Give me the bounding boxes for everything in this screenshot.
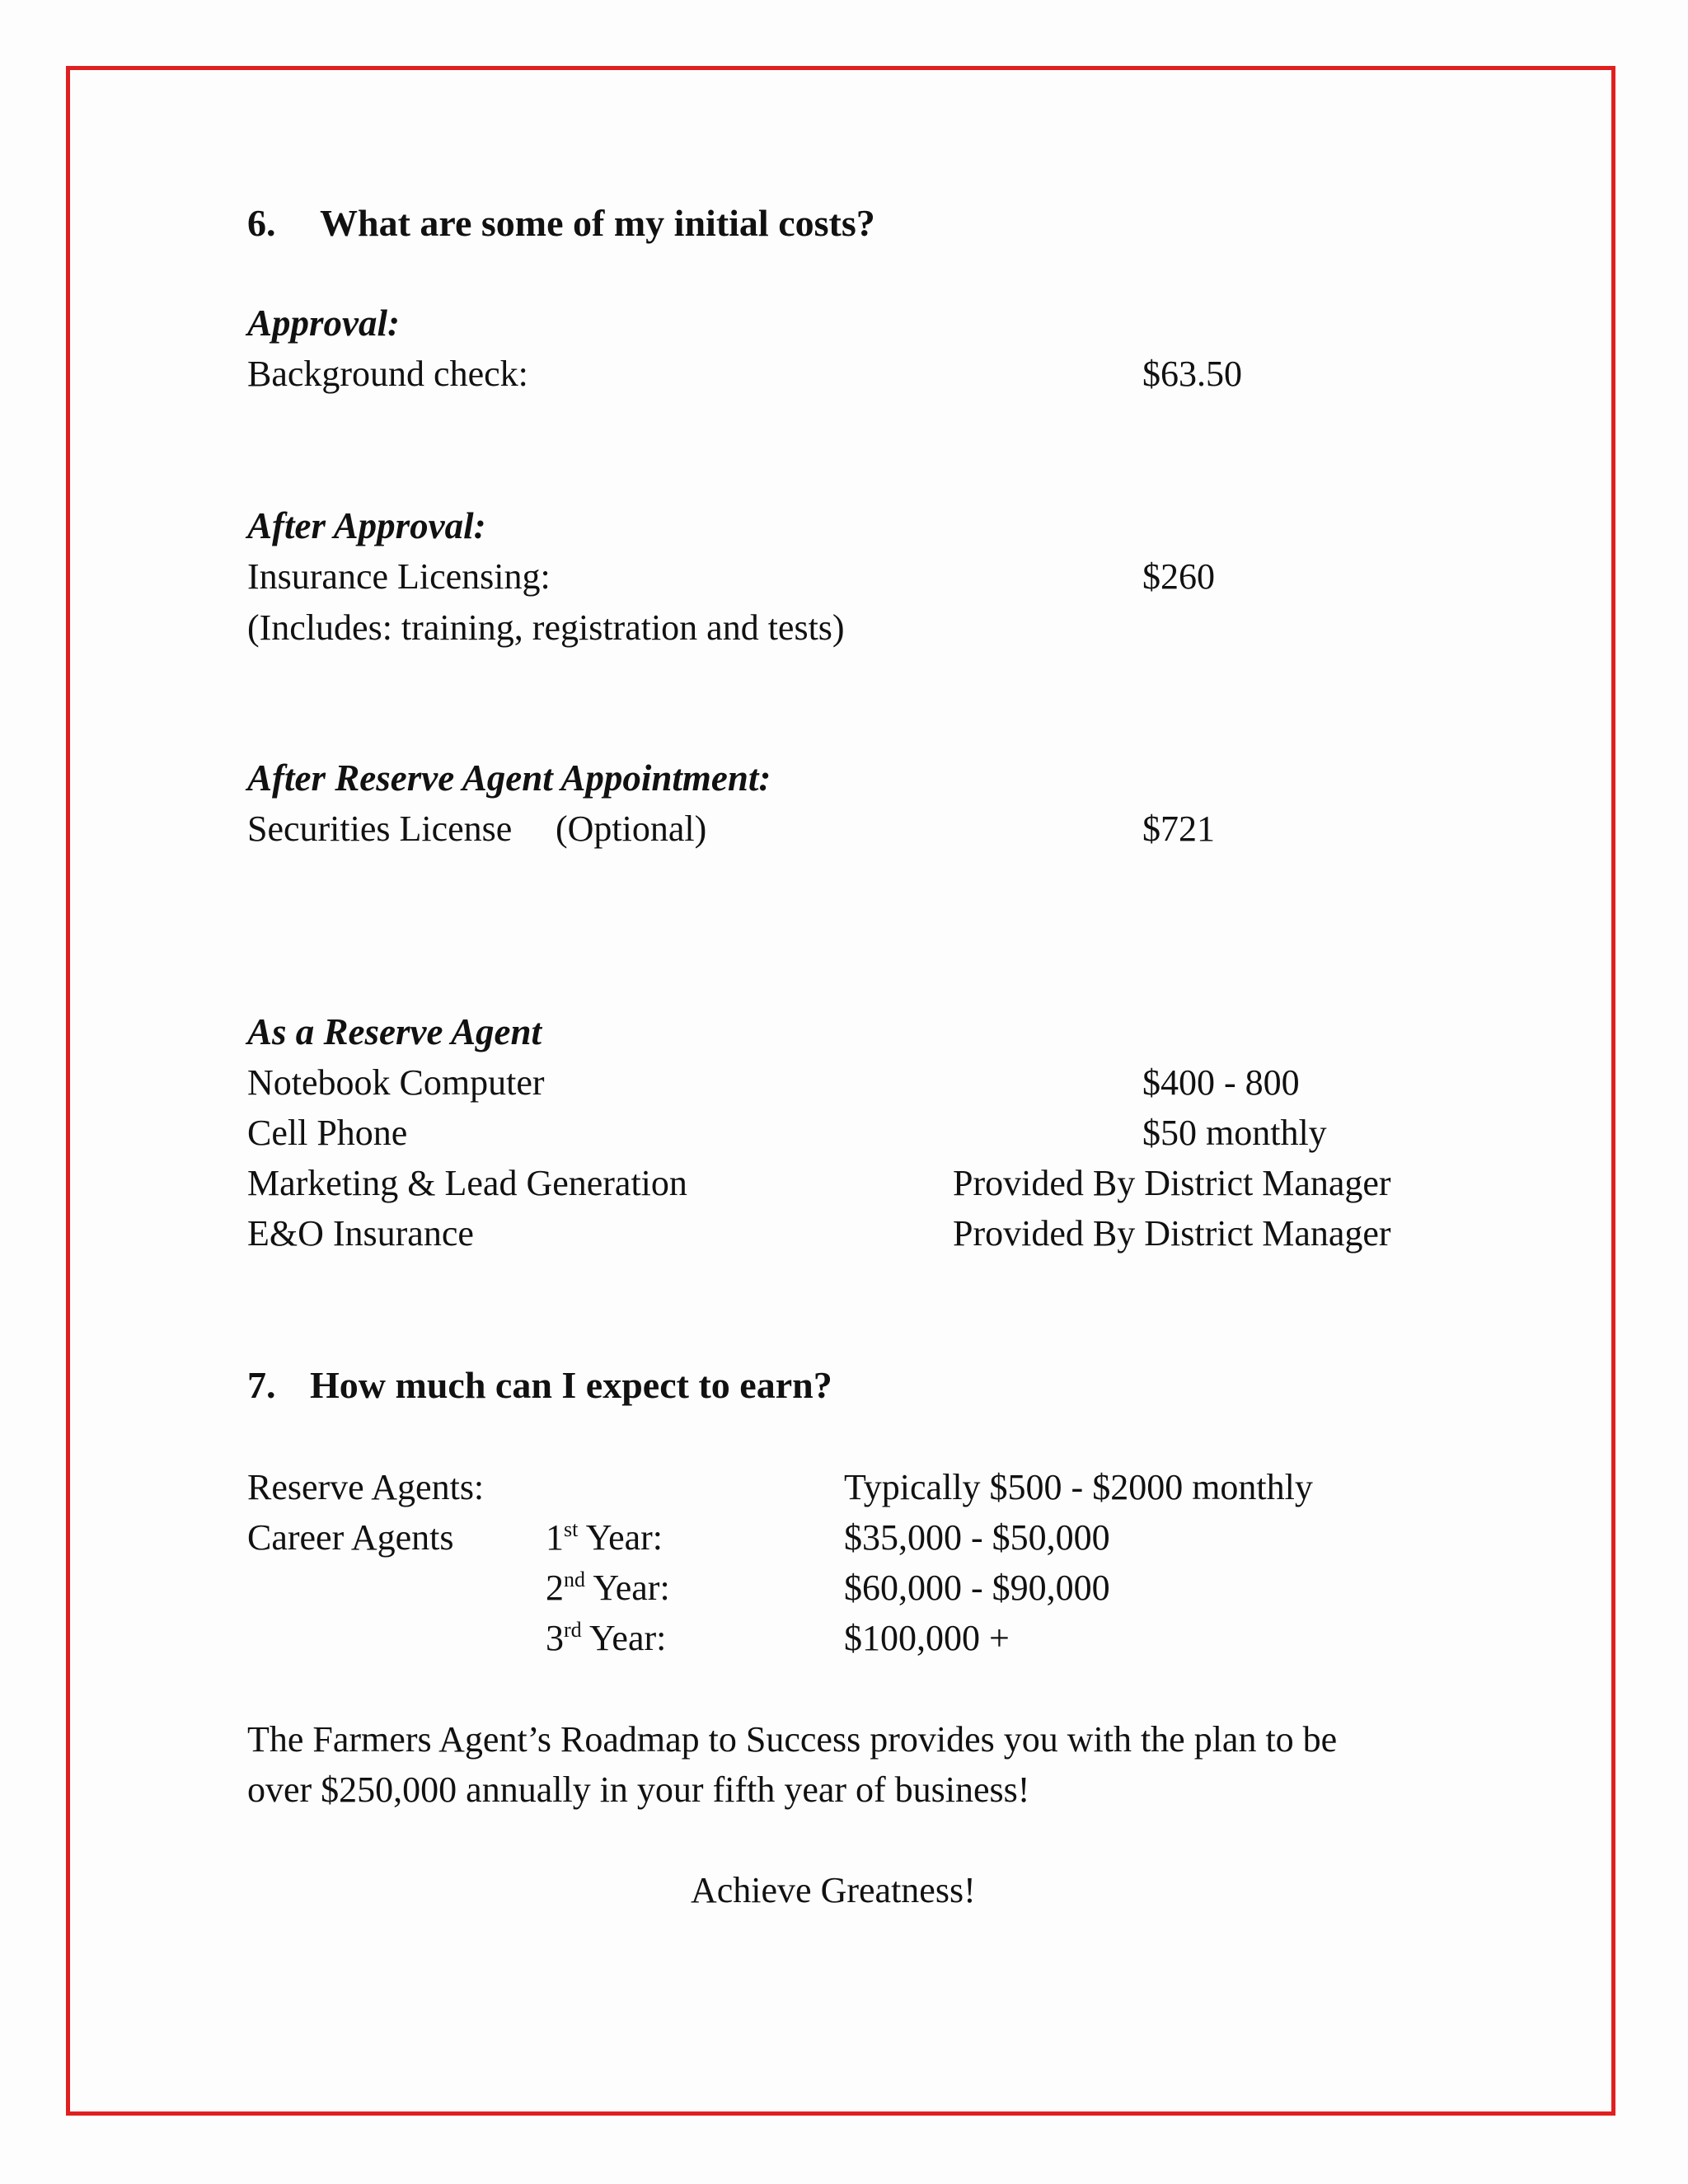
q6-title: What are some of my initial costs?	[320, 202, 875, 244]
insurance-licensing-note: (Includes: training, registration and tests)	[247, 607, 845, 648]
cell-phone-value: $50 monthly	[1142, 1113, 1327, 1153]
year-2-value: $60,000 - $90,000	[844, 1568, 1110, 1608]
q7-number: 7.	[247, 1364, 276, 1406]
career-agents-label: Career Agents	[247, 1517, 454, 1558]
background-check-value: $63.50	[1142, 354, 1242, 394]
insurance-licensing-label: Insurance Licensing:	[247, 556, 551, 597]
year-1-label: 1st Year:	[546, 1517, 663, 1558]
approval-heading: Approval:	[247, 302, 400, 344]
notebook-computer-label: Notebook Computer	[247, 1062, 545, 1103]
year-3-value: $100,000 +	[844, 1618, 1010, 1658]
after-reserve-heading: After Reserve Agent Appointment:	[247, 757, 771, 799]
reserve-agents-value: Typically $500 - $2000 monthly	[844, 1467, 1313, 1507]
after-approval-heading: After Approval:	[247, 505, 486, 546]
roadmap-paragraph-line-1: The Farmers Agent’s Roadmap to Success provides you with the plan to be	[247, 1719, 1338, 1760]
reserve-agents-label: Reserve Agents:	[247, 1467, 485, 1507]
roadmap-paragraph-line-2: over $250,000 annually in your fifth year of business!	[247, 1769, 1030, 1810]
year-1-value: $35,000 - $50,000	[844, 1517, 1110, 1558]
year-2-label: 2nd Year:	[546, 1568, 670, 1608]
q6-number: 6.	[247, 202, 276, 244]
eo-insurance-value: Provided By District Manager	[953, 1213, 1391, 1254]
closing-line: Achieve Greatness!	[691, 1870, 976, 1910]
securities-license-label: Securities License	[247, 808, 513, 849]
q7-title: How much can I expect to earn?	[310, 1364, 832, 1406]
background-check-label: Background check:	[247, 354, 528, 394]
marketing-label: Marketing & Lead Generation	[247, 1163, 687, 1203]
year-3-label: 3rd Year:	[546, 1618, 667, 1658]
securities-license-qualifier: (Optional)	[556, 808, 707, 849]
insurance-licensing-value: $260	[1142, 556, 1215, 597]
notebook-computer-value: $400 - 800	[1142, 1062, 1300, 1103]
securities-license-value: $721	[1142, 808, 1215, 849]
as-reserve-heading: As a Reserve Agent	[247, 1011, 542, 1052]
eo-insurance-label: E&O Insurance	[247, 1213, 474, 1254]
cell-phone-label: Cell Phone	[247, 1113, 408, 1153]
marketing-value: Provided By District Manager	[953, 1163, 1391, 1203]
